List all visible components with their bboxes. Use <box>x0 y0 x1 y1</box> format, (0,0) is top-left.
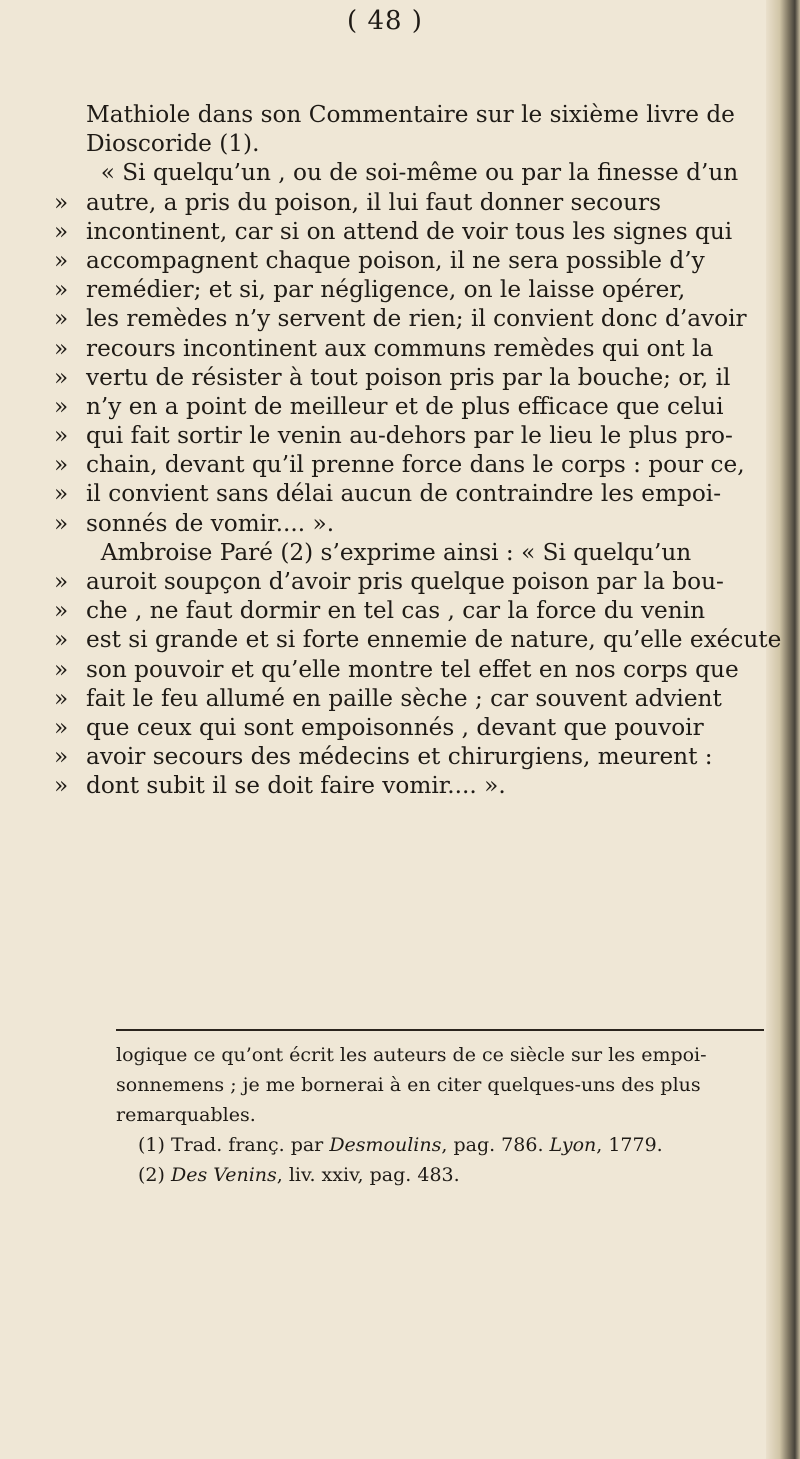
footnote-continuation-line: sonnemens ; je me bornerai à en citer quelques-uns des plus <box>116 1074 701 1096</box>
quote-continuation-mark: » <box>54 743 69 771</box>
text-line-content: dont subit il se doit faire vomir.... ». <box>86 772 506 800</box>
quote-continuation-mark: » <box>54 217 69 245</box>
text-line <box>86 538 766 567</box>
page-edge-shadow <box>766 0 800 1459</box>
text-line-content: avoir secours des médecins et chirurgiens, meurent : <box>86 743 713 771</box>
text-line-content: est si grande et si forte ennemie de nature, qu’elle exécute <box>86 626 782 654</box>
quote-continuation-mark: » <box>54 568 69 595</box>
text-line-content: sonnés de vomir.... ». <box>86 509 335 537</box>
text-line <box>54 742 766 771</box>
text-line-content: auroit soupçon d’avoir pris quelque poison par la bou- <box>86 568 724 595</box>
text-line-content: Mathiole dans son Commentaire sur le sixième livre de <box>86 101 735 128</box>
text-line <box>54 625 782 654</box>
text-line <box>54 188 766 217</box>
text-line <box>54 363 766 392</box>
quote-continuation-mark: » <box>54 392 69 420</box>
footnote-1-number: (1) <box>138 1134 165 1156</box>
text-line <box>54 684 766 713</box>
text-line <box>54 713 766 742</box>
quote-continuation-mark: » <box>54 422 69 450</box>
quote-continuation-mark: » <box>54 772 69 800</box>
text-line <box>86 129 766 158</box>
text-line-content: incontinent, car si on attend de voir tous les signes qui <box>86 217 733 245</box>
quote-continuation-mark: » <box>54 276 69 304</box>
text-line <box>54 655 766 684</box>
text-line-content: « Si quelqu’un , ou de soi-même ou par la finesse d’un <box>86 159 739 187</box>
quote-continuation-mark: » <box>54 451 69 479</box>
text-line-content: n’y en a point de meilleur et de plus efficace que celui <box>86 392 724 420</box>
footnote-2 <box>116 1160 776 1190</box>
text-line-content: accompagnent chaque poison, il ne sera possible d’y <box>86 246 705 274</box>
text-line-content: recours incontinent aux communs remèdes qui ont la <box>86 334 714 362</box>
quote-continuation-mark: » <box>54 626 69 654</box>
text-line <box>86 100 766 129</box>
text-line <box>54 275 766 304</box>
text-line <box>54 450 766 479</box>
footnote-1-year: , 1779. <box>596 1134 663 1156</box>
text-line <box>54 567 766 596</box>
quote-continuation-mark: » <box>54 655 69 683</box>
text-line-content: chain, devant qu’il prenne force dans le corps : pour ce, <box>86 451 745 479</box>
quote-continuation-mark: » <box>54 684 69 712</box>
footnote-1-page: , pag. 786. <box>441 1134 544 1156</box>
text-line-content: fait le feu allumé en paille sèche ; car souvent advient <box>86 684 722 712</box>
quote-continuation-mark: » <box>54 480 69 508</box>
text-line <box>54 217 766 246</box>
footnote-1-place: Lyon <box>549 1134 597 1156</box>
quote-continuation-mark: » <box>54 509 69 537</box>
text-line-content: que ceux qui sont empoisonnés , devant que pouvoir <box>86 713 704 741</box>
quote-continuation-mark: » <box>54 363 69 391</box>
text-line-content: son pouvoir et qu’elle montre tel effet en nos corps que <box>86 655 739 683</box>
text-line <box>54 509 766 538</box>
footnote-2-title: Des Venins <box>170 1164 277 1186</box>
text-line <box>54 479 766 508</box>
footnote-2-number: (2) <box>138 1164 165 1186</box>
footnote-1-author: Desmoulins <box>329 1134 442 1156</box>
footnote-separator-rule <box>116 1029 764 1031</box>
footnotes <box>116 1040 776 1190</box>
text-line <box>86 158 766 187</box>
text-line <box>54 392 766 421</box>
text-line-content: che , ne faut dormir en tel cas , car la force du venin <box>86 597 706 625</box>
text-line-content: autre, a pris du poison, il lui faut donner secours <box>86 188 662 216</box>
footnote-continuation-line: remarquables. <box>116 1104 256 1126</box>
text-line <box>54 304 766 333</box>
text-line <box>54 421 766 450</box>
quote-continuation-mark: » <box>54 713 69 741</box>
text-line <box>54 246 766 275</box>
footnote-2-reference: , liv. xxiv, pag. 483. <box>276 1164 460 1186</box>
footnote-1 <box>116 1130 776 1160</box>
quote-continuation-mark: » <box>54 305 69 333</box>
text-line <box>54 771 766 800</box>
main-text <box>54 100 782 801</box>
page-number: ( 48 ) <box>347 6 423 36</box>
quote-continuation-mark: » <box>54 246 69 274</box>
text-line-content: les remèdes n’y servent de rien; il convient donc d’avoir <box>86 305 747 333</box>
footnote-continuation-line: logique ce qu’ont écrit les auteurs de ce siècle sur les empoi- <box>116 1044 707 1066</box>
text-line-content: qui fait sortir le venin au-dehors par le lieu le plus pro- <box>86 422 733 450</box>
text-line-content: vertu de résister à tout poison pris par la bouche; or, il <box>86 363 731 391</box>
text-line-content: remédier; et si, par négligence, on le laisse opérer, <box>86 276 686 304</box>
text-line-content: Dioscoride (1). <box>86 130 260 158</box>
quote-continuation-mark: » <box>54 188 69 216</box>
text-line-content: Ambroise Paré (2) s’exprime ainsi : « Si quelqu’un <box>86 538 692 566</box>
text-line <box>54 334 766 363</box>
footnote-1-prefix: Trad. franç. par <box>170 1134 324 1156</box>
quote-continuation-mark: » <box>54 334 69 362</box>
text-line <box>54 596 766 625</box>
text-line-content: il convient sans délai aucun de contraindre les empoi- <box>86 480 722 508</box>
quote-continuation-mark: » <box>54 597 69 625</box>
